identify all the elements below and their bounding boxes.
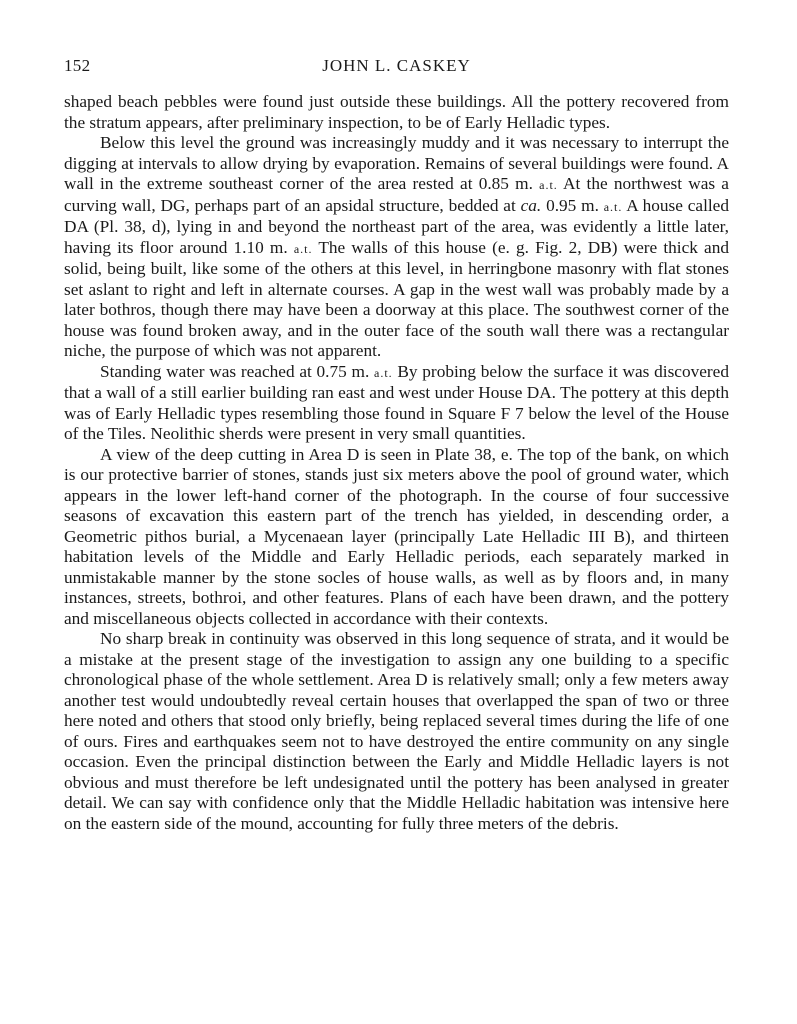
abbrev-at: a.t. xyxy=(374,365,393,380)
document-page xyxy=(64,56,729,834)
abbrev-circa: ca. xyxy=(520,195,542,215)
abbrev-at: a.t. xyxy=(293,241,313,256)
paragraph-continuity: No sharp break in continuity was observed in this long sequence of strata, and it would be a mistake at the present stage of the investigation to assign any one building to a specific chronological phase of the whole settlement. Area D is relatively small; only a few meters away another test would undoubtedly reveal certain houses that overlapped the span of two or three here noted and others that stood only briefly, being replaced several times during the life of one of ours. Fires and earthquakes seem not to have destroyed the entire community on any single occasion. Even the principal distinction between the Early and Middle Helladic layers is not obvious and must therefore be left undesignated until the pottery has been analysed in greater detail. We can say with confidence only that the Middle Helladic habitation was intensive here on the eastern side of the mound, accounting for fully three meters of the debris. xyxy=(64,629,729,833)
paragraph-continuation: shaped beach pebbles were found just outside these buildings. All the pottery recovered from the stratum appears, after preliminary inspection, to be of Early Helladic types. xyxy=(64,92,729,132)
page-header xyxy=(64,56,729,80)
paragraph-buildings: Below this level the ground was increasingly muddy and it was necessary to interrupt the digging at intervals to allow drying by evaporation. Remains of several buildings were found. A wall in the extreme southeast corner of the area rested at 0.85 m. a.t. At the northwest was a curving wall, DG, perhaps part of an apsidal structure, bedded at ca. 0.95 m. a.t. A house called DA (Pl. 38, d), lying in and beyond the northeast part of the area, was evidently a little later, having its floor around 1.10 m. a.t. The walls of this house (e. g. Fig. 2, DB) were thick and solid, being built, like some of the others at this level, in herringbone masonry with flat stones set aslant to right and left in alternate courses. A gap in the west wall was probably made by a later bothros, though there may have been a doorway at this place. The southwest corner of the house was found broken away, and in the outer face of the south wall there was a rectangular niche, the purpose of which was not apparent. xyxy=(64,133,729,360)
paragraph-standing-water: Standing water was reached at 0.75 m. a.t. By probing below the surface it was discovered that a wall of a still earlier building ran east and west under House DA. The pottery at this depth was of Early Helladic types resembling those found in Square F 7 below the level of the House of the Tiles. Neolithic sherds were present in very small quantities. xyxy=(64,361,729,443)
page-number: 152 xyxy=(64,56,91,75)
abbrev-at: a.t. xyxy=(603,199,623,214)
paragraph-deep-cutting: A view of the deep cutting in Area D is seen in Plate 38, e. The top of the bank, on which is our protective barrier of stones, stands just six meters above the pool of ground water, which appears in the lower left-hand corner of the photograph. In the course of four successive seasons of excavation this eastern part of the trench has yielded, in descending order, a Geometric pithos burial, a Mycenaean layer (principally Late Helladic III B), and thirteen habitation levels of the Middle and Early Helladic periods, each separately marked in unmistakable manner by the stone socles of house walls, as well as by floors and, in many instances, streets, bothroi, and other features. Plans of each have been drawn, and the pottery and miscellaneous objects collected in accordance with their contexts. xyxy=(64,444,729,628)
body-text xyxy=(64,92,729,834)
abbrev-at: a.t. xyxy=(539,178,558,192)
running-head: JOHN L. CASKEY xyxy=(322,56,471,75)
